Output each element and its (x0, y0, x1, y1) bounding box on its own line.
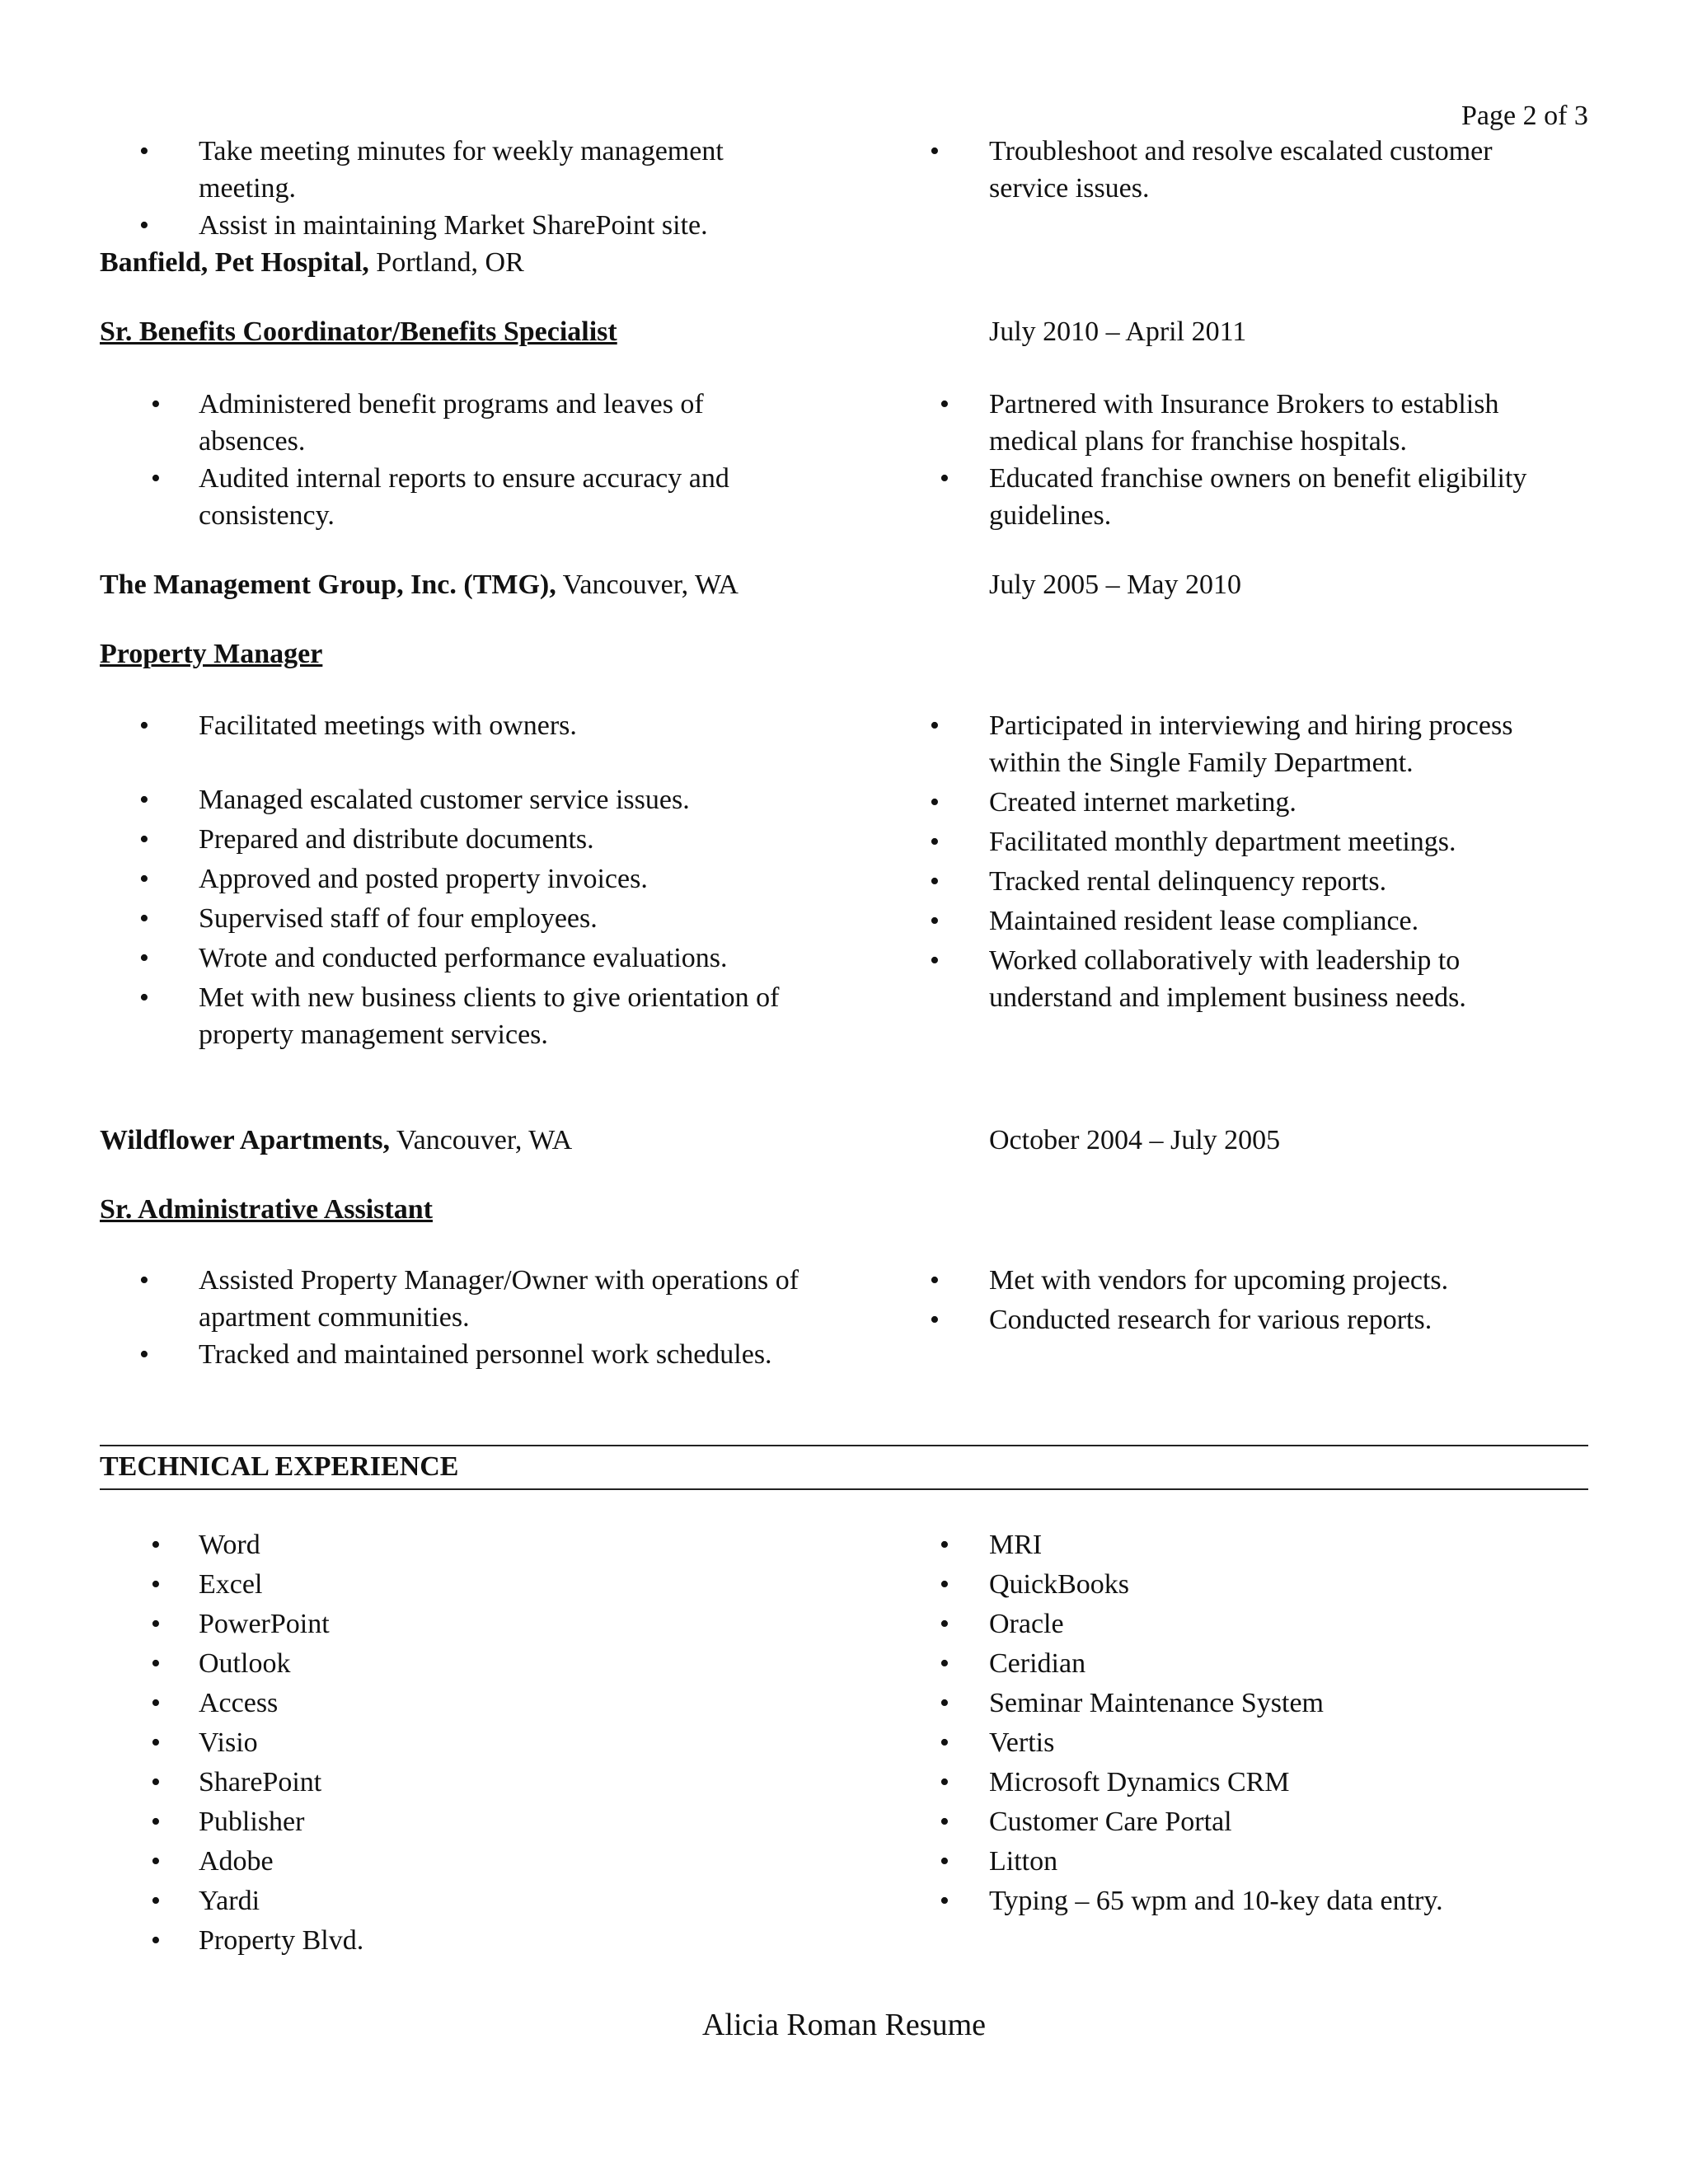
list-item: • Tracked rental delinquency reports. (923, 863, 1574, 900)
list-item: • Supervised staff of four employees. (100, 900, 825, 937)
list-item: • Yardi (100, 1882, 825, 1921)
list-item: • Administered benefit programs and leaves of absences. (100, 386, 809, 460)
job-right-list (923, 1262, 1574, 1338)
list-item: • Oracle (923, 1605, 1574, 1644)
list-item: • Facilitated monthly department meetings. (923, 823, 1574, 860)
job-dates: July 2005 – May 2010 (989, 569, 1241, 600)
employer-location: Vancouver, WA (556, 569, 738, 600)
list-item: • QuickBooks (923, 1565, 1574, 1605)
list-item: • Ceridian (923, 1644, 1574, 1684)
tech-right-list (923, 1526, 1574, 1921)
list-item: • Met with vendors for upcoming projects. (923, 1262, 1574, 1299)
job-right-list (923, 386, 1574, 534)
list-item: • Conducted research for various reports. (923, 1301, 1574, 1338)
job-left-list (100, 386, 809, 534)
list-item: • PowerPoint (100, 1605, 825, 1644)
employer-name: The Management Group, Inc. (TMG), (100, 569, 556, 600)
tech-left-list (100, 1526, 825, 1961)
list-item: • Tracked and maintained personnel work schedules. (100, 1336, 825, 1373)
list-item: • Partnered with Insurance Brokers to establish medical plans for franchise hospitals. (923, 386, 1574, 460)
list-item: • Litton (923, 1842, 1574, 1882)
list-item: • Take meeting minutes for weekly management meeting. (100, 133, 825, 207)
list-item: • Participated in interviewing and hiring process within the Single Family Department. (923, 707, 1574, 781)
list-item: • Approved and posted property invoices. (100, 860, 825, 898)
employer-line (100, 566, 738, 603)
list-item: • Created internet marketing. (923, 784, 1574, 821)
list-item: • Seminar Maintenance System (923, 1684, 1574, 1723)
list-item: • Microsoft Dynamics CRM (923, 1763, 1574, 1802)
list-item: • Access (100, 1684, 825, 1723)
list-item: • Worked collaboratively with leadership to understand and implement business needs. (923, 942, 1574, 1016)
list-item: • Typing – 65 wpm and 10-key data entry. (923, 1882, 1574, 1921)
list-item: • Wrote and conducted performance evaluations. (100, 940, 825, 977)
continued-left-list (100, 133, 825, 244)
employer-line (100, 1122, 572, 1159)
list-item: • Met with new business clients to give orientation of property management services. (100, 979, 825, 1053)
job-left-list (100, 1262, 825, 1373)
list-item: • MRI (923, 1526, 1574, 1565)
section-rule-bottom (100, 1488, 1588, 1490)
job-dates: October 2004 – July 2005 (989, 1125, 1281, 1155)
job-left-list (100, 707, 825, 1053)
employer-location: Vancouver, WA (389, 1125, 573, 1155)
list-item: • Educated franchise owners on benefit eligibility guidelines. (923, 460, 1574, 534)
job-title: Sr. Administrative Assistant (100, 1194, 433, 1225)
list-item: • Excel (100, 1565, 825, 1605)
list-item: • Maintained resident lease compliance. (923, 902, 1574, 940)
list-item: • Audited internal reports to ensure accuracy and consistency. (100, 460, 809, 534)
list-item: • Assisted Property Manager/Owner with operations of apartment communities. (100, 1262, 825, 1336)
section-heading: TECHNICAL EXPERIENCE (100, 1451, 459, 1482)
section-rule-top (100, 1445, 1588, 1446)
page-footer: Alicia Roman Resume (701, 2008, 987, 2042)
list-item: • Facilitated meetings with owners. (100, 707, 825, 744)
continued-right-list (923, 133, 1550, 207)
employer-line (100, 244, 524, 281)
list-item: • SharePoint (100, 1763, 825, 1802)
employer-location: Portland, OR (368, 247, 524, 278)
list-item: • Vertis (923, 1723, 1574, 1763)
list-item: • Adobe (100, 1842, 825, 1882)
job-title: Sr. Benefits Coordinator/Benefits Specialist (100, 316, 617, 347)
employer-name: Banfield, Pet Hospital, (100, 247, 369, 278)
page-number: Page 2 of 3 (1461, 101, 1588, 131)
list-item: • Publisher (100, 1802, 825, 1842)
employer-name: Wildflower Apartments, (100, 1125, 390, 1155)
list-item: • Troubleshoot and resolve escalated customer service issues. (923, 133, 1550, 207)
job-dates: July 2010 – April 2011 (989, 316, 1247, 347)
list-item: • Assist in maintaining Market SharePoint site. (100, 207, 825, 244)
job-title: Property Manager (100, 639, 323, 669)
list-item: • Outlook (100, 1644, 825, 1684)
job-right-list (923, 707, 1574, 1016)
list-item: • Word (100, 1526, 825, 1565)
list-item: • Prepared and distribute documents. (100, 821, 825, 858)
list-item: • Managed escalated customer service issues. (100, 781, 825, 818)
list-item: • Customer Care Portal (923, 1802, 1574, 1842)
list-item: • Visio (100, 1723, 825, 1763)
list-item: • Property Blvd. (100, 1921, 825, 1961)
